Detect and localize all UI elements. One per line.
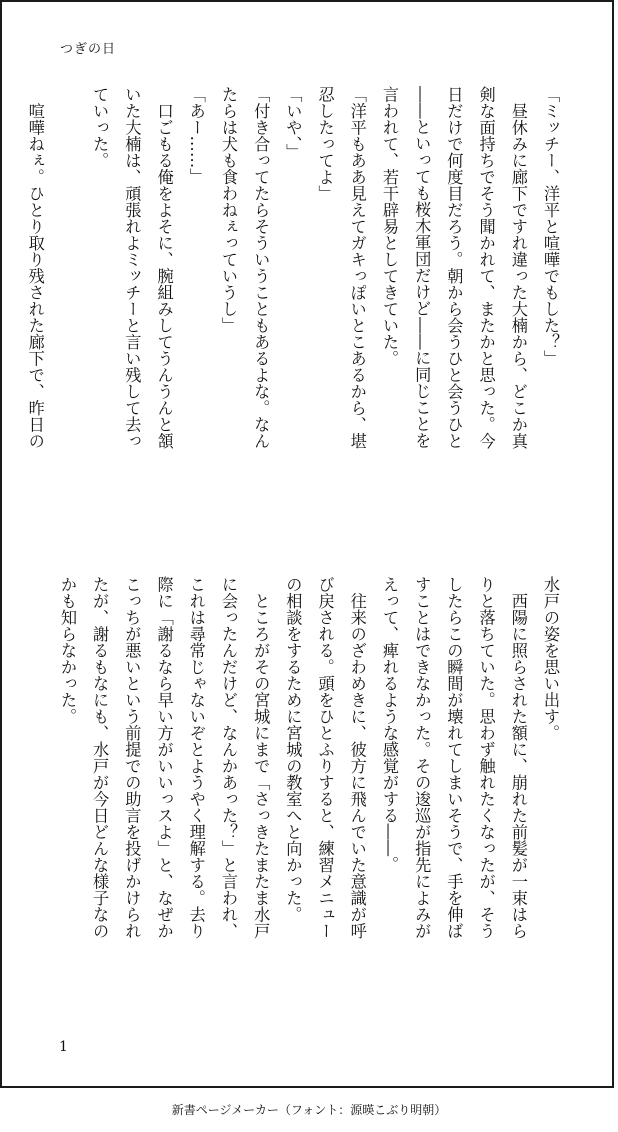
text-line: 西陽に照らされた額に、崩れた前髪が一束はら xyxy=(508,576,528,939)
text-line: ところがその宮城にまで「さっきたまたま水戸 xyxy=(251,576,271,939)
text-line: ていった。 xyxy=(90,86,110,169)
text-line: これは尋常じゃないぞとようやく理解する。去り xyxy=(186,576,206,939)
text-line: 水戸の姿を思い出す。 xyxy=(541,576,560,741)
text-line: 剣な面持ちでそう聞かれて、またかと思った。今 xyxy=(476,86,496,449)
text-line: 「洋平もああ見えてガキっぽいとこあるから、堪 xyxy=(347,86,367,449)
text-line xyxy=(51,86,83,536)
text-line: 日だけで何度目だろう。朝から会うひと会うひと xyxy=(444,86,464,449)
text-line: すことはできなかった。その逡巡が指先によみが xyxy=(412,576,432,939)
text-line: の相談をするために宮城の教室へと向かった。 xyxy=(283,576,303,923)
text-line: に会ったんだけど、なんかあった？」と言われ、 xyxy=(218,576,238,939)
text-line: 「いや、」 xyxy=(283,86,303,161)
text-line: たらは犬も食わねぇっていうし」 xyxy=(218,86,238,334)
text-line: かも知らなかった。 xyxy=(57,576,77,725)
text-line: 「ミッチー、洋平と喧嘩でもした？」 xyxy=(541,86,560,367)
text-line: いた大楠は、頑張れよミッチーと言い残して去っ xyxy=(122,86,142,449)
text-line: 忍したってよ」 xyxy=(315,86,335,202)
text-line: び戻される。頭をひとふりすると、練習メニュー xyxy=(315,576,335,939)
text-line: 言われて、若干辟易としてきていた。 xyxy=(379,86,399,367)
text-line: したらこの瞬間が壊れてしまいそうで、手を伸ば xyxy=(444,576,464,939)
text-line: 「あー……」 xyxy=(186,86,206,185)
text-line: 口ごもる俺をよそに、腕組みしてうんうんと頷 xyxy=(154,86,174,449)
page-number: 1 xyxy=(59,1039,68,1055)
text-line: 往来のざわめきに、彼方に飛んでいた意識が呼 xyxy=(347,576,367,939)
text-line: ――といっても桜木軍団だけど――に同じことを xyxy=(412,86,432,449)
text-line: 喧嘩ねぇ。ひとり取り残された廊下で、昨日の xyxy=(25,86,45,449)
text-line: 際に「謝るなら早い方がいいっスよ」と、なぜか xyxy=(154,576,174,939)
chapter-title: つぎの日 xyxy=(60,42,117,57)
text-line: たが、謝るもなにも、水戸が今日どんな様子なの xyxy=(90,576,110,939)
lower-text-block xyxy=(51,576,566,1026)
text-line: 昼休みに廊下ですれ違った大楠から、どこか真 xyxy=(508,86,528,449)
text-line: えって、痺れるような感覚がする――。 xyxy=(379,576,399,873)
text-line: りと落ちていた。思わず触れたくなったが、そう xyxy=(476,576,496,939)
text-line: こっちが悪いという前提での助言を投げかけられ xyxy=(122,576,142,939)
generator-caption: 新書ページメーカー（フォント：源暎こぶり明朝） xyxy=(171,1103,447,1117)
upper-text-block xyxy=(19,86,566,536)
text-line: 「付き合ってたらそういうこともあるよな。なん xyxy=(251,86,271,449)
